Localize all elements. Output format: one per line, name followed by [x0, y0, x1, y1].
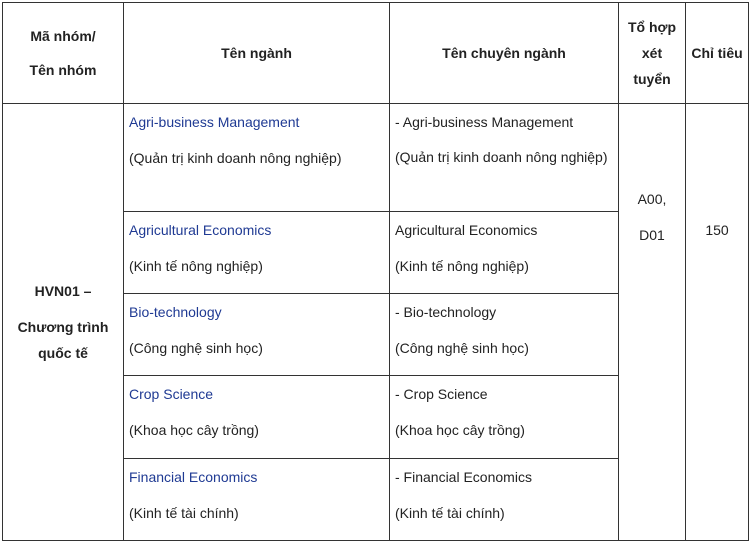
header-group-code — [3, 3, 124, 104]
major-cell — [124, 294, 390, 376]
header-group-code-line2: Tên nhóm — [29, 62, 97, 78]
combo-line1: A00, — [637, 191, 667, 207]
major-english: Agri-business Management — [129, 114, 300, 130]
major-english: Financial Economics — [129, 469, 258, 485]
major-cell — [124, 376, 390, 459]
specialization-cell — [390, 459, 619, 541]
specialization-english: - Agri-business Management — [395, 114, 574, 130]
header-specialization: Tên chuyên ngành — [390, 3, 619, 104]
major-english: Agricultural Economics — [129, 222, 272, 238]
specialization-english: Agricultural Economics — [395, 222, 538, 238]
specialization-cell — [390, 294, 619, 376]
major-vietnamese: (Kinh tế tài chính) — [129, 505, 239, 521]
group-name-line1: Chương trình — [17, 319, 109, 335]
specialization-cell — [390, 376, 619, 459]
major-english: Crop Science — [129, 386, 214, 402]
specialization-cell — [390, 104, 619, 212]
major-vietnamese: (Công nghệ sinh học) — [129, 340, 263, 356]
specialization-vietnamese: (Kinh tế tài chính) — [395, 505, 505, 521]
major-cell — [124, 459, 390, 541]
specialization-english: - Financial Economics — [395, 469, 532, 485]
group-name-line2: quốc tế — [38, 345, 88, 361]
quota-cell: 150 — [686, 104, 749, 541]
major-cell — [124, 212, 390, 294]
combo-cell — [619, 104, 686, 541]
header-combo-line2: xét — [641, 45, 663, 61]
header-combo-line3: tuyển — [633, 71, 671, 87]
specialization-vietnamese: (Quản trị kinh doanh nông nghiệp) — [395, 149, 608, 165]
admissions-table — [2, 2, 749, 541]
major-english: Bio-technology — [129, 304, 222, 320]
header-group-code-line1: Mã nhóm/ — [30, 28, 96, 44]
specialization-cell — [390, 212, 619, 294]
header-quota: Chỉ tiêu — [686, 3, 749, 104]
specialization-english: - Crop Science — [395, 386, 488, 402]
group-cell — [3, 104, 124, 541]
specialization-english: - Bio-technology — [395, 304, 497, 320]
major-vietnamese: (Khoa học cây trồng) — [129, 422, 259, 438]
major-cell — [124, 104, 390, 212]
table-row — [3, 104, 749, 212]
combo-line2: D01 — [639, 227, 665, 243]
group-code: HVN01 – — [34, 283, 92, 299]
header-combo — [619, 3, 686, 104]
specialization-vietnamese: (Công nghệ sinh học) — [395, 340, 529, 356]
major-vietnamese: (Kinh tế nông nghiệp) — [129, 258, 263, 274]
specialization-vietnamese: (Khoa học cây trồng) — [395, 422, 525, 438]
header-row — [3, 3, 749, 104]
header-major: Tên ngành — [124, 3, 390, 104]
specialization-vietnamese: (Kinh tế nông nghiệp) — [395, 258, 529, 274]
header-combo-line1: Tổ hợp — [627, 19, 677, 35]
major-vietnamese: (Quản trị kinh doanh nông nghiệp) — [129, 150, 342, 166]
